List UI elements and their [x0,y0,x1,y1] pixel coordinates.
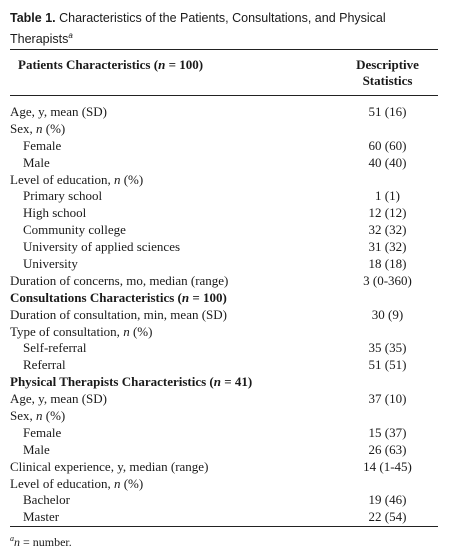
row-label: Duration of consultation, min, mean (SD) [10,306,227,322]
table-row [10,324,440,341]
row-label: Duration of concerns, mo, median (range) [10,272,229,288]
row-label: University [23,256,78,272]
table-row [10,425,440,442]
column-header-line-1: Descriptive [356,57,419,72]
table-row [10,222,440,239]
table-row [10,273,440,290]
table-body [10,104,440,526]
column-header-characteristics: Patients Characteristics (n = 100) [18,57,204,72]
table-row [10,476,440,493]
row-label: Bachelor [23,492,70,508]
section-header-row [10,374,440,391]
row-label: High school [23,205,87,221]
column-header-line-2: Statistics [362,73,413,88]
footnote [10,534,72,550]
table-row [10,357,440,374]
table-label: Table 1. [10,11,56,25]
column-header-statistics [340,57,435,89]
table-title: Characteristics of the Patients, Consultations, and Physical Therapists [10,11,386,47]
footnote-n: n [14,535,20,549]
row-label: Physical Therapists Characteristics (n = 41) [10,374,253,390]
row-label: Female [23,137,62,153]
row-label: Consultations Characteristics (n = 100) [10,289,227,305]
bottom-rule [10,526,438,527]
table-row [10,256,440,273]
table-row [10,121,440,138]
row-label: Sex, n (%) [10,120,66,136]
row-label: University of applied sciences [23,239,181,255]
table-row [10,205,440,222]
row-value: 19 (46) [368,492,407,508]
table-row [10,307,440,324]
row-value: 26 (63) [368,441,407,457]
row-value: 15 (37) [368,424,407,440]
row-value: 35 (35) [368,340,407,356]
table-row [10,492,440,509]
footnote-mark: a [10,534,14,543]
caption-footnote-mark: a [68,31,73,40]
row-label: Clinical experience, y, median (range) [10,458,209,474]
section-header-row [10,290,440,307]
row-value: 40 (40) [368,154,407,170]
table-row [10,442,440,459]
row-label: Primary school [23,188,103,204]
table-caption [10,10,440,48]
row-label: Referral [23,357,66,373]
row-value: 12 (12) [368,205,407,221]
row-label: Age, y, mean (SD) [10,391,107,407]
row-label: Female [23,424,62,440]
row-value: 14 (1-45) [363,458,412,474]
table-row [10,138,440,155]
table-row [10,408,440,425]
row-label: Male [23,154,50,170]
row-label: Sex, n (%) [10,408,66,424]
row-label: Age, y, mean (SD) [10,104,107,119]
row-value: 31 (32) [368,239,407,255]
table-row [10,172,440,189]
footnote-text: = number. [20,535,72,549]
row-value: 18 (18) [368,256,407,272]
row-value: 51 (51) [368,357,407,373]
row-value: 37 (10) [368,391,407,407]
row-label: Male [23,441,50,457]
row-value: 22 (54) [368,509,407,525]
table-row [10,104,440,121]
row-value: 3 (0-360) [363,272,412,288]
row-value: 60 (60) [368,137,407,153]
table-row [10,391,440,408]
header-rule [10,95,438,96]
table-row [10,340,440,357]
row-value: 51 (16) [368,104,407,119]
table-row [10,509,440,526]
row-value: 32 (32) [368,222,407,238]
row-label: Community college [23,222,126,238]
table-row [10,155,440,172]
row-label: Level of education, n (%) [10,475,144,491]
table-row [10,188,440,205]
table-row [10,239,440,256]
table-row [10,459,440,476]
row-label: Self-referral [23,340,87,356]
top-rule [10,49,438,50]
row-value: 30 (9) [371,306,404,322]
row-label: Master [23,509,60,525]
row-label: Type of consultation, n (%) [10,323,153,339]
row-value: 1 (1) [375,188,400,204]
row-label: Level of education, n (%) [10,171,144,187]
